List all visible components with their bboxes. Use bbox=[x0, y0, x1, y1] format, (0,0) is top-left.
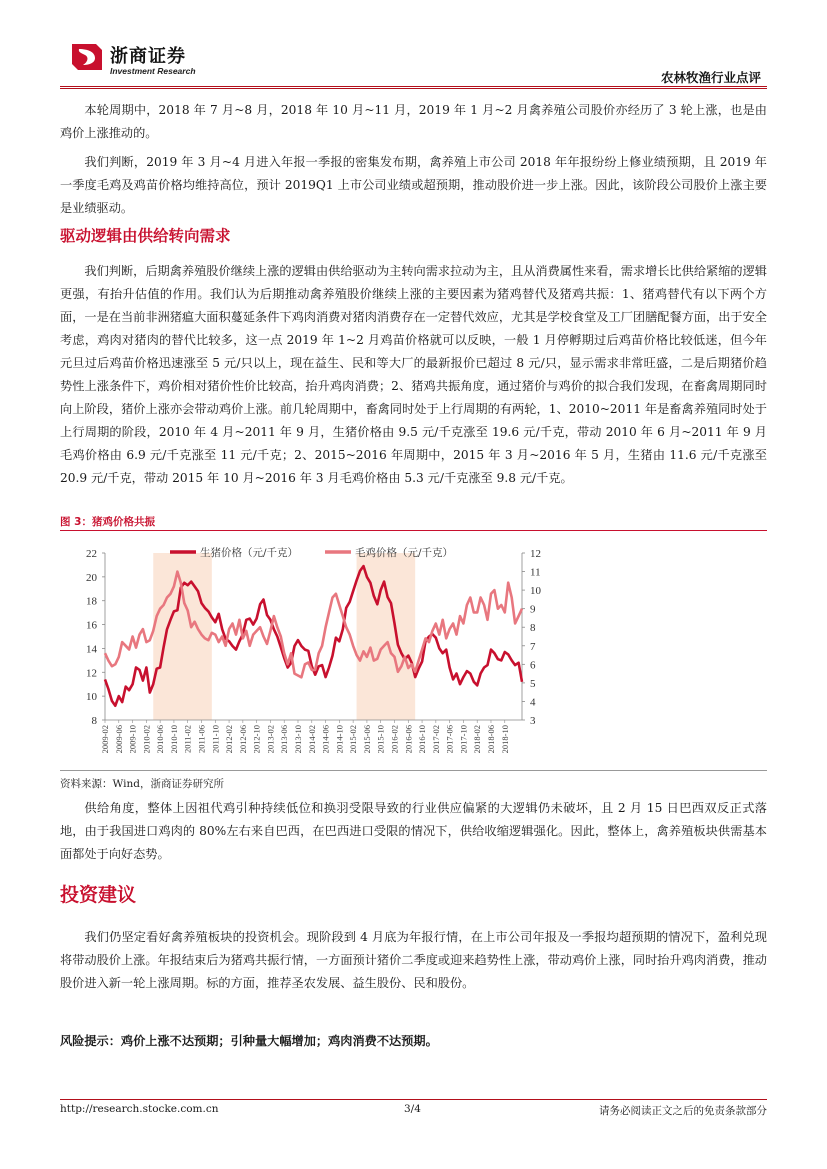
x-tick-label: 2010-06 bbox=[155, 725, 166, 754]
y-tick-label-left: 18 bbox=[86, 595, 97, 608]
footer-disclaimer: 请务必阅读正文之后的免责条款部分 bbox=[599, 1105, 767, 1117]
y-tick-label-left: 22 bbox=[86, 548, 97, 560]
figure-rule bbox=[60, 530, 767, 531]
header-rule bbox=[60, 86, 767, 87]
x-tick-label: 2018-06 bbox=[485, 725, 496, 754]
brand-subtitle: Investment Research bbox=[110, 66, 196, 76]
page-number: 3/4 bbox=[404, 1103, 421, 1115]
legend-label: 生猪价格（元/千克） bbox=[200, 547, 299, 559]
risk-warning: 风险提示：鸡价上涨不达预期；引种量大幅增加；鸡肉消费不达预期。 bbox=[60, 1034, 438, 1048]
x-tick-label: 2018-10 bbox=[499, 725, 510, 754]
figure-caption: 图 3：猪鸡价格共振 bbox=[60, 516, 155, 528]
x-tick-label: 2015-10 bbox=[375, 725, 386, 754]
y-tick-label-left: 14 bbox=[86, 643, 97, 656]
x-tick-label: 2010-10 bbox=[168, 725, 179, 754]
x-tick-label: 2016-10 bbox=[417, 725, 428, 754]
x-tick-label: 2012-02 bbox=[224, 725, 235, 754]
y-tick-label-right: 5 bbox=[530, 677, 536, 690]
y-tick-label-left: 10 bbox=[86, 691, 97, 704]
investment-paragraph-block bbox=[60, 926, 767, 995]
x-tick-label: 2009-10 bbox=[127, 725, 138, 754]
y-tick-label-right: 4 bbox=[530, 696, 536, 709]
x-tick-label: 2012-06 bbox=[237, 725, 248, 754]
x-tick-label: 2011-10 bbox=[210, 725, 221, 754]
footer-url: http://research.stocke.com.cn bbox=[60, 1103, 219, 1115]
y-tick-label-right: 8 bbox=[530, 622, 536, 635]
x-tick-label: 2014-10 bbox=[334, 725, 345, 754]
section-heading: 投资建议 bbox=[60, 884, 137, 906]
brand-logo-icon bbox=[68, 40, 104, 74]
x-tick-label: 2014-02 bbox=[306, 725, 317, 754]
y-tick-label-right: 6 bbox=[530, 659, 536, 672]
y-tick-label-left: 20 bbox=[86, 571, 97, 584]
figure-source: 资料来源：Wind，浙商证券研究所 bbox=[60, 778, 224, 790]
y-tick-label-right: 10 bbox=[530, 585, 541, 598]
figure-bottom-rule bbox=[60, 770, 767, 771]
x-tick-label: 2014-06 bbox=[320, 725, 331, 754]
x-tick-label: 2009-06 bbox=[113, 725, 124, 754]
x-tick-label: 2017-10 bbox=[458, 725, 469, 754]
demand-paragraph-block bbox=[60, 260, 767, 490]
section-tag: 农林牧渔行业点评 bbox=[660, 70, 761, 85]
y-tick-label-right: 3 bbox=[530, 715, 536, 727]
y-tick-label-right: 12 bbox=[530, 548, 541, 560]
paragraph: 我们仍坚定看好禽养殖板块的投资机会。现阶段到 4 月底为年报行情，在上市公司年报及一季报均超预期的情况下，盈利兑现将带动股价上涨。年报结束后为猪鸡共振行情，一方面预计猪价二季度或迎来趋势性上涨，带动鸡价上涨，同时抬升鸡肉消费，推动股价进入新一轮上涨周期。标的方面，推荐圣农发展、益生股份、民和股份。 bbox=[60, 930, 767, 990]
x-tick-label: 2011-02 bbox=[182, 725, 193, 754]
x-tick-label: 2011-06 bbox=[196, 725, 207, 754]
y-tick-label-left: 16 bbox=[86, 619, 97, 632]
x-tick-label: 2015-06 bbox=[361, 725, 372, 754]
section-heading: 驱动逻辑由供给转向需求 bbox=[60, 227, 231, 245]
paragraph: 供给角度，整体上因祖代鸡引种持续低位和换羽受限导致的行业供应偏紧的大逻辑仍未破坏，且 2 月 15 日巴西双反正式落地，由于我国进口鸡肉的 80%左右来自巴西，在巴西进口受限的情况下，供给收缩逻辑强化。因此，整体上，禽养殖板块供需基本面都处于向好态势。 bbox=[60, 801, 767, 861]
paragraph: 本轮周期中，2018 年 7 月~8 月，2018 年 10 月~11 月，2019 年 1 月~2 月禽养殖公司股价亦经历了 3 轮上涨，也是由鸡价上涨推动的。 bbox=[60, 103, 767, 140]
brand-name: 浙商证券 bbox=[110, 46, 186, 67]
x-tick-label: 2009-02 bbox=[100, 725, 110, 754]
header-rule-secondary bbox=[60, 88, 767, 89]
x-tick-label: 2016-06 bbox=[403, 725, 414, 754]
x-tick-label: 2010-02 bbox=[141, 725, 152, 754]
x-tick-label: 2016-02 bbox=[389, 725, 400, 754]
paragraph: 我们判断，后期禽养殖股价继续上涨的逻辑由供给驱动为主转向需求拉动为主，且从消费属性来看，需求增长比供给紧缩的逻辑更强，有抬升估值的作用。我们认为后期推动禽养殖股价继续上涨的主要因素为猪鸡替代及猪鸡共振：1、猪鸡替代有以下两个方面，一是在当前非洲猪瘟大面积蔓延条件下鸡肉消费对猪肉消费存在一定替代效应，尤其是学校食堂及工厂团膳配餐方面，出于安全考虑，鸡肉对猪肉的替代比较多，这一点 2019 年 1~2 月鸡苗价格就可以反映，一般 1 月停孵期过后鸡苗价格比较低迷，但今年元旦过后鸡苗价格迅速涨至 5 元/只以上，现在益生、民和等大厂的最新报价已超过 8 元/只，显示需求非常旺盛，二是后期猪价趋势性上涨条件下，鸡价相对猪价性价比较高，抬升鸡肉消费；2、猪鸡共振角度，通过猪价与鸡价的拟合我们发现，在畜禽周期同时向上阶段，猪价上涨亦会带动鸡价上涨。前几轮周期中，畜禽同时处于上行周期的有两轮，1、2010~2011 年是畜禽养殖同时处于上行周期的阶段，2010 年 4 月~2011 年 9 月，生猪价格由 9.5 元/千克涨至 19.6 元/千克，带动 2010 年 6 月~2011 年 9 月毛鸡价格由 6.9 元/千克涨至 11 元/千克；2、2015~2016 年周期中，2015 年 3 月~2016 年 5 月，生猪由 11.6 元/千克涨至 20.9 元/千克，带动 2015 年 10 月~2016 年 3 月毛鸡价格由 5.3 元/千克涨至 9.8 元/千克。 bbox=[60, 264, 767, 485]
x-tick-label: 2013-02 bbox=[265, 725, 276, 754]
pig-chicken-price-chart bbox=[60, 536, 767, 768]
paragraph: 我们判断，2019 年 3 月~4 月进入年报一季报的密集发布期，禽养殖上市公司 2018 年年报纷纷上修业绩预期，且 2019 年一季度毛鸡及鸡苗价格均维持高位，预计 2019Q1 上市公司业绩或超预期，推动股价进一步上涨。因此，该阶段公司股价上涨主要是业绩驱动。 bbox=[60, 155, 767, 215]
shaded-period bbox=[357, 553, 416, 720]
supply-paragraph-block bbox=[60, 797, 767, 866]
x-tick-label: 2013-06 bbox=[279, 725, 290, 754]
footer-rule bbox=[60, 1099, 767, 1100]
y-tick-label-right: 11 bbox=[530, 566, 541, 579]
x-tick-label: 2017-06 bbox=[444, 725, 455, 754]
x-tick-label: 2017-02 bbox=[430, 725, 441, 754]
intro-paragraphs bbox=[60, 99, 767, 220]
x-tick-label: 2018-02 bbox=[472, 725, 483, 754]
y-tick-label-right: 7 bbox=[530, 640, 536, 653]
legend-label: 毛鸡价格（元/千克） bbox=[355, 547, 454, 559]
y-tick-label-left: 12 bbox=[86, 667, 97, 680]
y-tick-label-right: 9 bbox=[530, 603, 536, 616]
x-tick-label: 2015-02 bbox=[348, 725, 359, 754]
x-tick-label: 2012-10 bbox=[251, 725, 262, 754]
x-tick-label: 2013-10 bbox=[292, 725, 303, 754]
y-tick-label-left: 8 bbox=[91, 715, 97, 727]
